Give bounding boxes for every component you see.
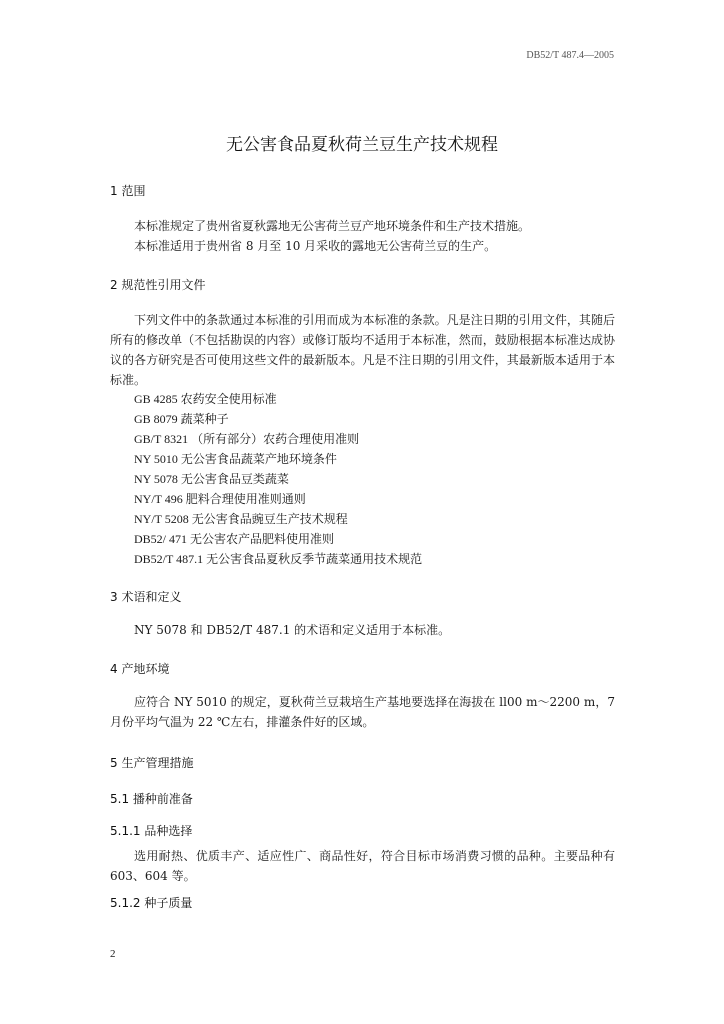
section-3-paragraph-1: NY 5078 和 DB52/T 487.1 的术语和定义适用于本标准。: [134, 623, 451, 637]
section-5-1-heading: 5.1 播种前准备: [110, 792, 193, 806]
section-1-paragraph-1: 本标准规定了贵州省夏秋露地无公害荷兰豆产地环境条件和生产技术措施。: [134, 219, 531, 233]
reference-code: DB52/ 471: [134, 532, 188, 546]
section-2-paragraph-1: 下列文件中的条款通过本标准的引用而成为本标准的条款。凡是注日期的引用文件，其随后所有的修改单（不包括勘误的内容）或修订版均不适用于本标准，然而，鼓励根据本标准达成协议的各方研究是否可使用这些文件的最新版本。凡是不注日期的引用文件，其最新版本适用于本标准。: [110, 313, 615, 387]
page-title: 无公害食品夏秋荷兰豆生产技术规程: [226, 135, 498, 155]
reference-item: [134, 469, 289, 489]
section-5-1-1-paragraph: 选用耐热、优质丰产、适应性广、商品性好，符合目标市场消费习惯的品种。主要品种有 603、604 等。: [110, 849, 615, 883]
reference-name: 无公害食品豌豆生产技术规程: [191, 512, 348, 526]
section-5-1-2-heading: 5.1.2 种子质量: [110, 896, 193, 910]
reference-item: [134, 409, 229, 429]
section-3-heading: 3 术语和定义: [110, 590, 182, 604]
reference-name: （所有部分）农药合理使用准则: [191, 432, 360, 446]
document-code: DB52/T 487.4—2005: [526, 50, 614, 61]
reference-item: [134, 429, 359, 449]
reference-code: GB 8079: [134, 412, 178, 426]
reference-item: [134, 549, 422, 569]
reference-name: 无公害食品蔬菜产地环境条件: [180, 452, 337, 466]
reference-item: [134, 489, 306, 509]
page-number: 2: [110, 948, 116, 960]
section-1-paragraph-2: 本标准适用于贵州省 8 月至 10 月采收的露地无公害荷兰豆的生产。: [134, 239, 497, 253]
reference-name: 肥料合理使用准则通则: [185, 492, 306, 506]
reference-code: DB52/T 487.1: [134, 552, 204, 566]
reference-code: GB/T 8321: [134, 432, 189, 446]
reference-code: NY/T 496: [134, 492, 183, 506]
section-2-heading: 2 规范性引用文件: [110, 278, 206, 292]
reference-name: 无公害食品夏秋反季节蔬菜通用技术规范: [206, 552, 423, 566]
reference-name: 无公害食品豆类蔬菜: [180, 472, 289, 486]
reference-code: NY 5010: [134, 452, 178, 466]
section-1-heading: 1 范围: [110, 184, 146, 198]
reference-name: 农药安全使用标准: [180, 392, 277, 406]
reference-item: [134, 509, 348, 529]
reference-item: [134, 389, 277, 409]
section-5-1-1-heading: 5.1.1 品种选择: [110, 824, 193, 838]
section-4-paragraph-1: 应符合 NY 5010 的规定，夏秋荷兰豆栽培生产基地要选择在海拔在 ll00 m～2200 m，7 月份平均气温为 22 ℃左右，排灌条件好的区域。: [110, 695, 615, 729]
reference-code: NY 5078: [134, 472, 178, 486]
reference-item: [134, 449, 337, 469]
reference-name: 蔬菜种子: [180, 412, 229, 426]
reference-name: 无公害农产品肥料使用准则: [190, 532, 335, 546]
reference-code: NY/T 5208: [134, 512, 189, 526]
reference-code: GB 4285: [134, 392, 178, 406]
reference-item: [134, 529, 334, 549]
section-5-heading: 5 生产管理措施: [110, 756, 194, 770]
section-4-heading: 4 产地环境: [110, 662, 170, 676]
